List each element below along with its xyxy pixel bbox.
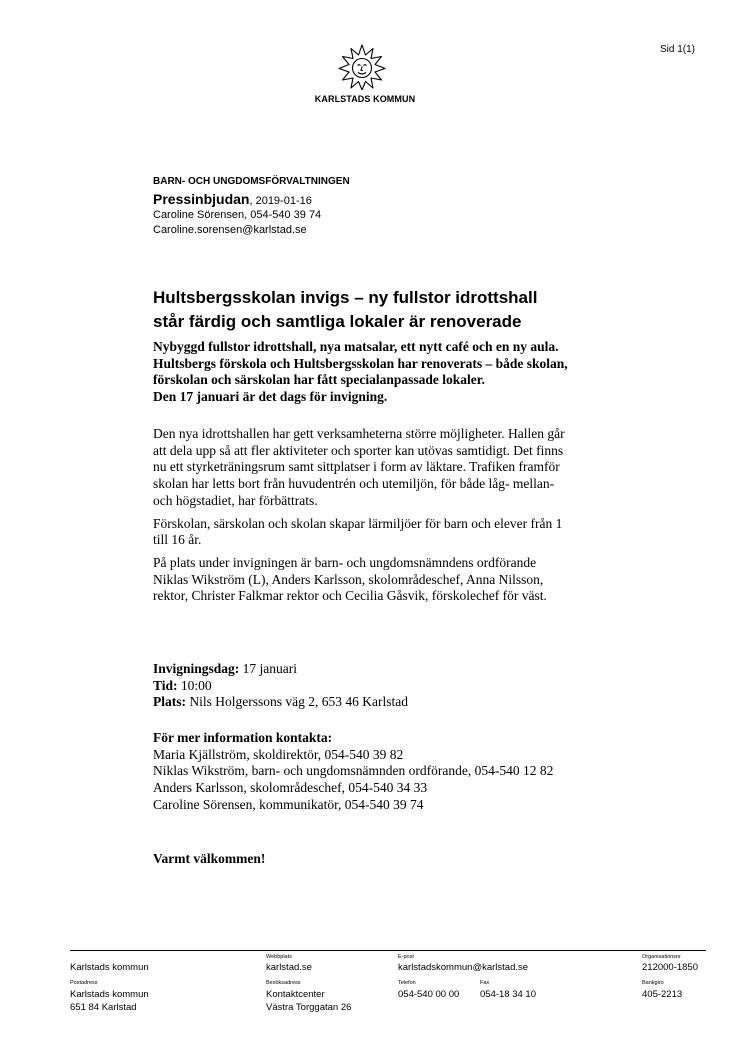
body-line: Förskolan, särskolan och skolan skapar lärmiljöer för barn och elever från 1 xyxy=(153,515,563,531)
headline xyxy=(153,286,623,334)
contact-line: Niklas Wikström, barn- och ungdomsnämnden ordförande, 054-540 12 82 xyxy=(153,763,554,779)
contact-line: Caroline Sörensen, kommunikatör, 054-540 39 74 xyxy=(153,796,424,812)
body-text xyxy=(153,426,623,611)
footer-orgnr-label: Organisationsnr xyxy=(642,954,681,960)
footer-email-value: karlstadskommun@karlstad.se xyxy=(398,962,529,973)
body-line: till 16 år. xyxy=(153,532,202,548)
body-line: nu ett styrketräningsrum samt sittplatser i form av läktare. Trafiken framför xyxy=(153,459,560,475)
body-paragraph xyxy=(153,426,623,510)
footer-orgnr-value: 212000-1850 xyxy=(642,962,698,973)
body-line: Den nya idrottshallen har gett verksamheterna större möjligheter. Hallen går xyxy=(153,426,565,441)
lead-line: Nybyggd fullstor idrottshall, nya matsalar, ett nytt café och en ny aula. xyxy=(153,339,559,354)
document-date: , 2019-01-16 xyxy=(249,195,312,207)
event-place-label: Plats: xyxy=(153,694,186,710)
body-paragraph xyxy=(153,555,623,605)
more-info-heading: För mer information kontakta: xyxy=(153,730,333,745)
headline-line: står färdig och samtliga lokaler är renoverade xyxy=(153,312,522,331)
body-paragraph xyxy=(153,516,623,549)
footer-web-label: Webbplats xyxy=(266,954,292,960)
contact-name-phone: Caroline Sörensen, 054-540 39 74 xyxy=(153,209,322,221)
event-place-row xyxy=(153,694,408,711)
footer-visit-label: Besöksadress xyxy=(266,980,301,986)
footer-bankgiro-label: Bankgiro xyxy=(642,980,664,986)
contact-line: Anders Karlsson, skolområdeschef, 054-540 34 33 xyxy=(153,780,428,796)
footer-email-label: E-post xyxy=(398,954,414,960)
body-line: rektor, Christer Falkmar rektor och Cecilia Gåsvik, förskolechef för väst. xyxy=(153,588,547,604)
page-number: Sid 1(1) xyxy=(660,44,696,55)
footer-postal-line: 651 84 Karlstad xyxy=(70,1002,137,1013)
event-date-label: Invigningsdag: xyxy=(153,661,240,676)
body-line: och högstadiet, har förbättrats. xyxy=(153,492,318,508)
closing-greeting: Varmt välkommen! xyxy=(153,851,266,866)
body-line: Niklas Wikström (L), Anders Karlsson, skolområdeschef, Anna Nilsson, xyxy=(153,571,544,587)
footer-bankgiro-value: 405-2213 xyxy=(642,989,683,1000)
footer-phone-label: Telefon xyxy=(398,980,416,986)
headline-line: Hultsbergsskolan invigs – ny fullstor idrottshall xyxy=(153,288,538,307)
event-time-label: Tid: xyxy=(153,677,178,693)
event-place-value: Nils Holgerssons väg 2, 653 46 Karlstad xyxy=(186,694,408,710)
event-time-row xyxy=(153,678,408,695)
footer-name: Karlstads kommun xyxy=(70,962,149,973)
event-details xyxy=(153,661,408,711)
lead-line: Hultsbergs förskola och Hultsbergsskolan har renoverats – både skolan, xyxy=(153,355,568,371)
document-type: Pressinbjudan xyxy=(153,191,250,207)
body-line: skolan har letts bort från huvudentrén och utemiljön, för både låg- mellan- xyxy=(153,476,555,492)
event-time-value: 10:00 xyxy=(177,677,212,693)
sun-face-logo-icon xyxy=(338,44,386,90)
lead-line: förskolan och särskolan har fått specialanpassade lokaler. xyxy=(153,372,485,388)
more-info xyxy=(153,730,553,814)
footer-web-value: karlstad.se xyxy=(266,962,312,973)
organization-name: KARLSTADS KOMMUN xyxy=(314,94,416,104)
lead-paragraph xyxy=(153,339,623,406)
body-line: att dela upp så att fler aktiviteter och sporter kan utövas samtidigt. Det finns xyxy=(153,442,564,458)
body-line: På plats under invigningen är barn- och ungdomsnämndens ordförande xyxy=(153,554,537,570)
department-name: BARN- OCH UNGDOMSFÖRVALTNINGEN xyxy=(153,176,350,187)
footer-postal-label: Postadress xyxy=(70,980,98,986)
footer-postal-line: Karlstads kommun xyxy=(70,989,149,1000)
event-date-row xyxy=(153,661,408,678)
contact-line: Maria Kjällström, skoldirektör, 054-540 39 82 xyxy=(153,746,404,762)
footer-divider xyxy=(70,950,706,951)
footer-fax-label: Fax xyxy=(480,980,490,986)
event-date-value: 17 januari xyxy=(239,661,298,676)
footer-phone-value: 054-540 00 00 xyxy=(398,989,460,1000)
lead-line: Den 17 januari är det dags för invigning. xyxy=(153,389,388,405)
doctype-line xyxy=(153,191,312,207)
footer-fax-value: 054-18 34 10 xyxy=(480,989,536,1000)
contact-email: Caroline.sorensen@karlstad.se xyxy=(153,224,307,236)
footer-visit-line: Kontaktcenter xyxy=(266,989,325,1000)
footer-visit-line: Västra Torggatan 26 xyxy=(266,1002,352,1013)
